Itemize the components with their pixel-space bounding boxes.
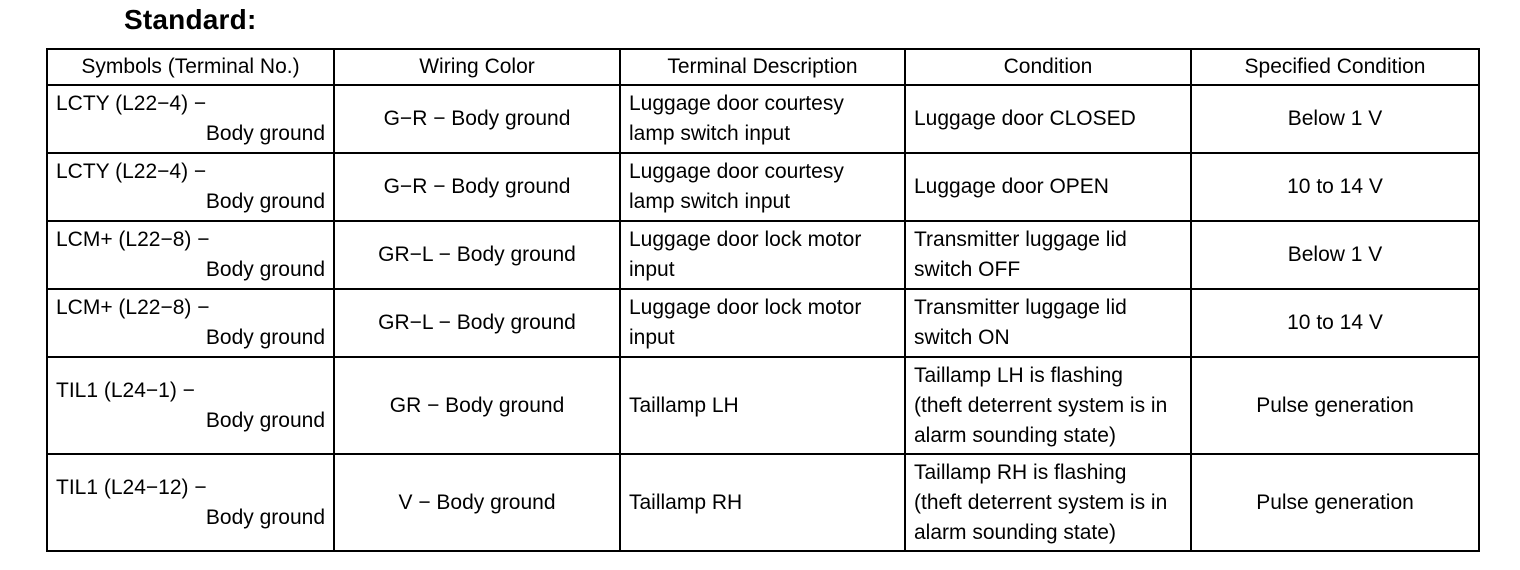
description-cell: [620, 153, 905, 221]
symbol-suffix: Body ground: [205, 505, 325, 529]
symbol-suffix: Body ground: [205, 122, 325, 145]
description-text: Luggage door lock motor input: [629, 296, 862, 349]
description-text: Luggage door courtesy lamp switch input: [629, 160, 844, 213]
specified-cell: 10 to 14 V: [1191, 153, 1479, 221]
description-cell: [620, 85, 905, 153]
wiring-cell: V − Body ground: [334, 454, 620, 551]
specified-cell: Below 1 V: [1191, 221, 1479, 289]
table-row: [47, 221, 1479, 289]
symbol-text: LCTY (L22−4) −: [56, 92, 207, 115]
condition-cell: [905, 85, 1191, 153]
condition-cell: [905, 153, 1191, 221]
symbol-text: TIL1 (L24−1) −: [56, 378, 195, 402]
condition-text: Luggage door CLOSED: [914, 107, 1136, 130]
condition-cell: [905, 454, 1191, 551]
condition-cell: [905, 221, 1191, 289]
wiring-cell: G−R − Body ground: [334, 85, 620, 153]
symbol-suffix: Body ground: [205, 258, 325, 281]
symbol-cell: [47, 221, 334, 289]
symbol-cell: [47, 289, 334, 357]
wiring-cell: G−R − Body ground: [334, 153, 620, 221]
table-row: [47, 85, 1479, 153]
header-symbols: Symbols (Terminal No.): [47, 49, 334, 85]
header-condition: Condition: [905, 49, 1191, 85]
table-row: [47, 357, 1479, 454]
condition-cell: [905, 357, 1191, 454]
description-text: Taillamp RH: [629, 490, 743, 514]
symbol-suffix: Body ground: [205, 326, 325, 349]
table-row: [47, 454, 1479, 551]
terminal-spec-table: [46, 48, 1480, 552]
table-row: [47, 289, 1479, 357]
condition-text: Luggage door OPEN: [914, 175, 1109, 198]
table-header-row: [47, 49, 1479, 85]
specified-cell: Below 1 V: [1191, 85, 1479, 153]
symbol-cell: [47, 85, 334, 153]
symbol-suffix: Body ground: [205, 190, 325, 213]
page-title: Standard:: [124, 4, 257, 35]
condition-text: Transmitter luggage lid switch ON: [914, 296, 1127, 349]
condition-cell: [905, 289, 1191, 357]
symbol-cell: [47, 153, 334, 221]
header-wiring-color: Wiring Color: [334, 49, 620, 85]
symbol-cell: [47, 454, 334, 551]
description-text: Luggage door courtesy lamp switch input: [629, 92, 844, 145]
specified-cell: Pulse generation: [1191, 454, 1479, 551]
specified-cell: 10 to 14 V: [1191, 289, 1479, 357]
wiring-cell: GR − Body ground: [334, 357, 620, 454]
description-cell: [620, 221, 905, 289]
symbol-cell: [47, 357, 334, 454]
condition-text: Taillamp RH is flashing (theft deterrent system is in alarm sounding state): [914, 460, 1168, 544]
description-text: Luggage door lock motor input: [629, 228, 862, 281]
description-cell: [620, 454, 905, 551]
wiring-cell: GR−L − Body ground: [334, 221, 620, 289]
symbol-text: LCM+ (L22−8) −: [56, 296, 210, 319]
condition-text: Transmitter luggage lid switch OFF: [914, 228, 1127, 281]
description-text: Taillamp LH: [629, 393, 739, 417]
symbol-text: TIL1 (L24−12) −: [56, 475, 207, 499]
header-specified-condition: Specified Condition: [1191, 49, 1479, 85]
symbol-text: LCTY (L22−4) −: [56, 160, 207, 183]
description-cell: [620, 357, 905, 454]
symbol-suffix: Body ground: [205, 408, 325, 432]
table-row: [47, 153, 1479, 221]
header-terminal-description: Terminal Description: [620, 49, 905, 85]
specified-cell: Pulse generation: [1191, 357, 1479, 454]
symbol-text: LCM+ (L22−8) −: [56, 228, 210, 251]
wiring-cell: GR−L − Body ground: [334, 289, 620, 357]
condition-text: Taillamp LH is flashing (theft deterrent system is in alarm sounding state): [914, 363, 1168, 447]
description-cell: [620, 289, 905, 357]
